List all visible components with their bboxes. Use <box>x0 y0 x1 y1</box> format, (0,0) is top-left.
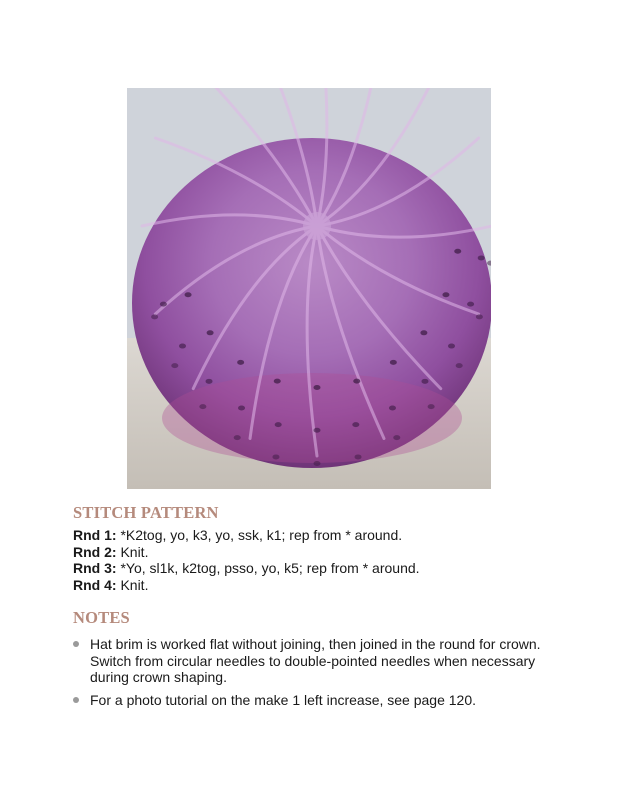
eyelet <box>275 422 282 427</box>
note-item <box>73 636 543 686</box>
knitted-hat-image <box>127 88 491 489</box>
eyelet <box>199 404 206 409</box>
note-text: For a photo tutorial on the make 1 left increase, see page 120. <box>90 691 477 708</box>
eyelet <box>389 405 396 410</box>
round-label: Rnd 4: <box>73 576 117 593</box>
eyelet <box>420 330 427 335</box>
eyelet <box>393 435 400 440</box>
round-item <box>73 560 420 577</box>
stitch-pattern-heading: STITCH PATTERN <box>73 503 219 522</box>
eyelet <box>454 249 461 254</box>
eyelet <box>171 363 178 368</box>
eyelet <box>352 422 359 427</box>
eyelet <box>238 405 245 410</box>
bullet-icon <box>73 641 79 647</box>
eyelet <box>234 435 241 440</box>
round-item <box>73 577 420 594</box>
eyelet <box>390 360 397 365</box>
round-item <box>73 544 420 561</box>
notes-heading: NOTES <box>73 608 130 627</box>
round-label: Rnd 3: <box>73 560 117 576</box>
eyelet <box>476 314 483 319</box>
eyelet <box>355 454 362 459</box>
stitch-pattern-rounds <box>73 527 420 593</box>
hat-photo <box>127 88 491 489</box>
note-item <box>73 692 543 709</box>
eyelet <box>207 330 214 335</box>
eyelet <box>353 379 360 384</box>
eyelet <box>314 461 321 466</box>
bullet-icon <box>73 697 79 703</box>
round-text: *Yo, sl1k, k2tog, psso, yo, k5; rep from * around. <box>116 560 420 576</box>
eyelet <box>314 428 321 433</box>
eyelet <box>151 314 158 319</box>
eyelet <box>456 363 463 368</box>
eyelet <box>179 344 186 349</box>
round-text: *K2tog, yo, k3, yo, ssk, k1; rep from * around. <box>116 527 403 543</box>
round-text: Knit. <box>116 576 149 593</box>
eyelet <box>185 292 192 297</box>
round-label: Rnd 1: <box>73 527 117 543</box>
round-label: Rnd 2: <box>73 543 117 560</box>
eyelet <box>448 344 455 349</box>
eyelet <box>478 255 485 260</box>
eyelet <box>467 302 474 307</box>
round-text: Knit. <box>116 543 149 560</box>
round-item <box>73 527 420 544</box>
note-text: Hat brim is worked flat without joining, then joined in the round for crown. Switch from circular needles to double-pointed needles when necessary during crown shaping. <box>90 636 541 685</box>
notes-list <box>73 636 543 714</box>
eyelet <box>428 404 435 409</box>
eyelet <box>160 302 167 307</box>
eyelet <box>237 360 244 365</box>
eyelet <box>272 454 279 459</box>
eyelet <box>206 379 213 384</box>
eyelet <box>314 385 321 390</box>
eyelet <box>442 292 449 297</box>
eyelet <box>274 379 281 384</box>
eyelet <box>421 379 428 384</box>
